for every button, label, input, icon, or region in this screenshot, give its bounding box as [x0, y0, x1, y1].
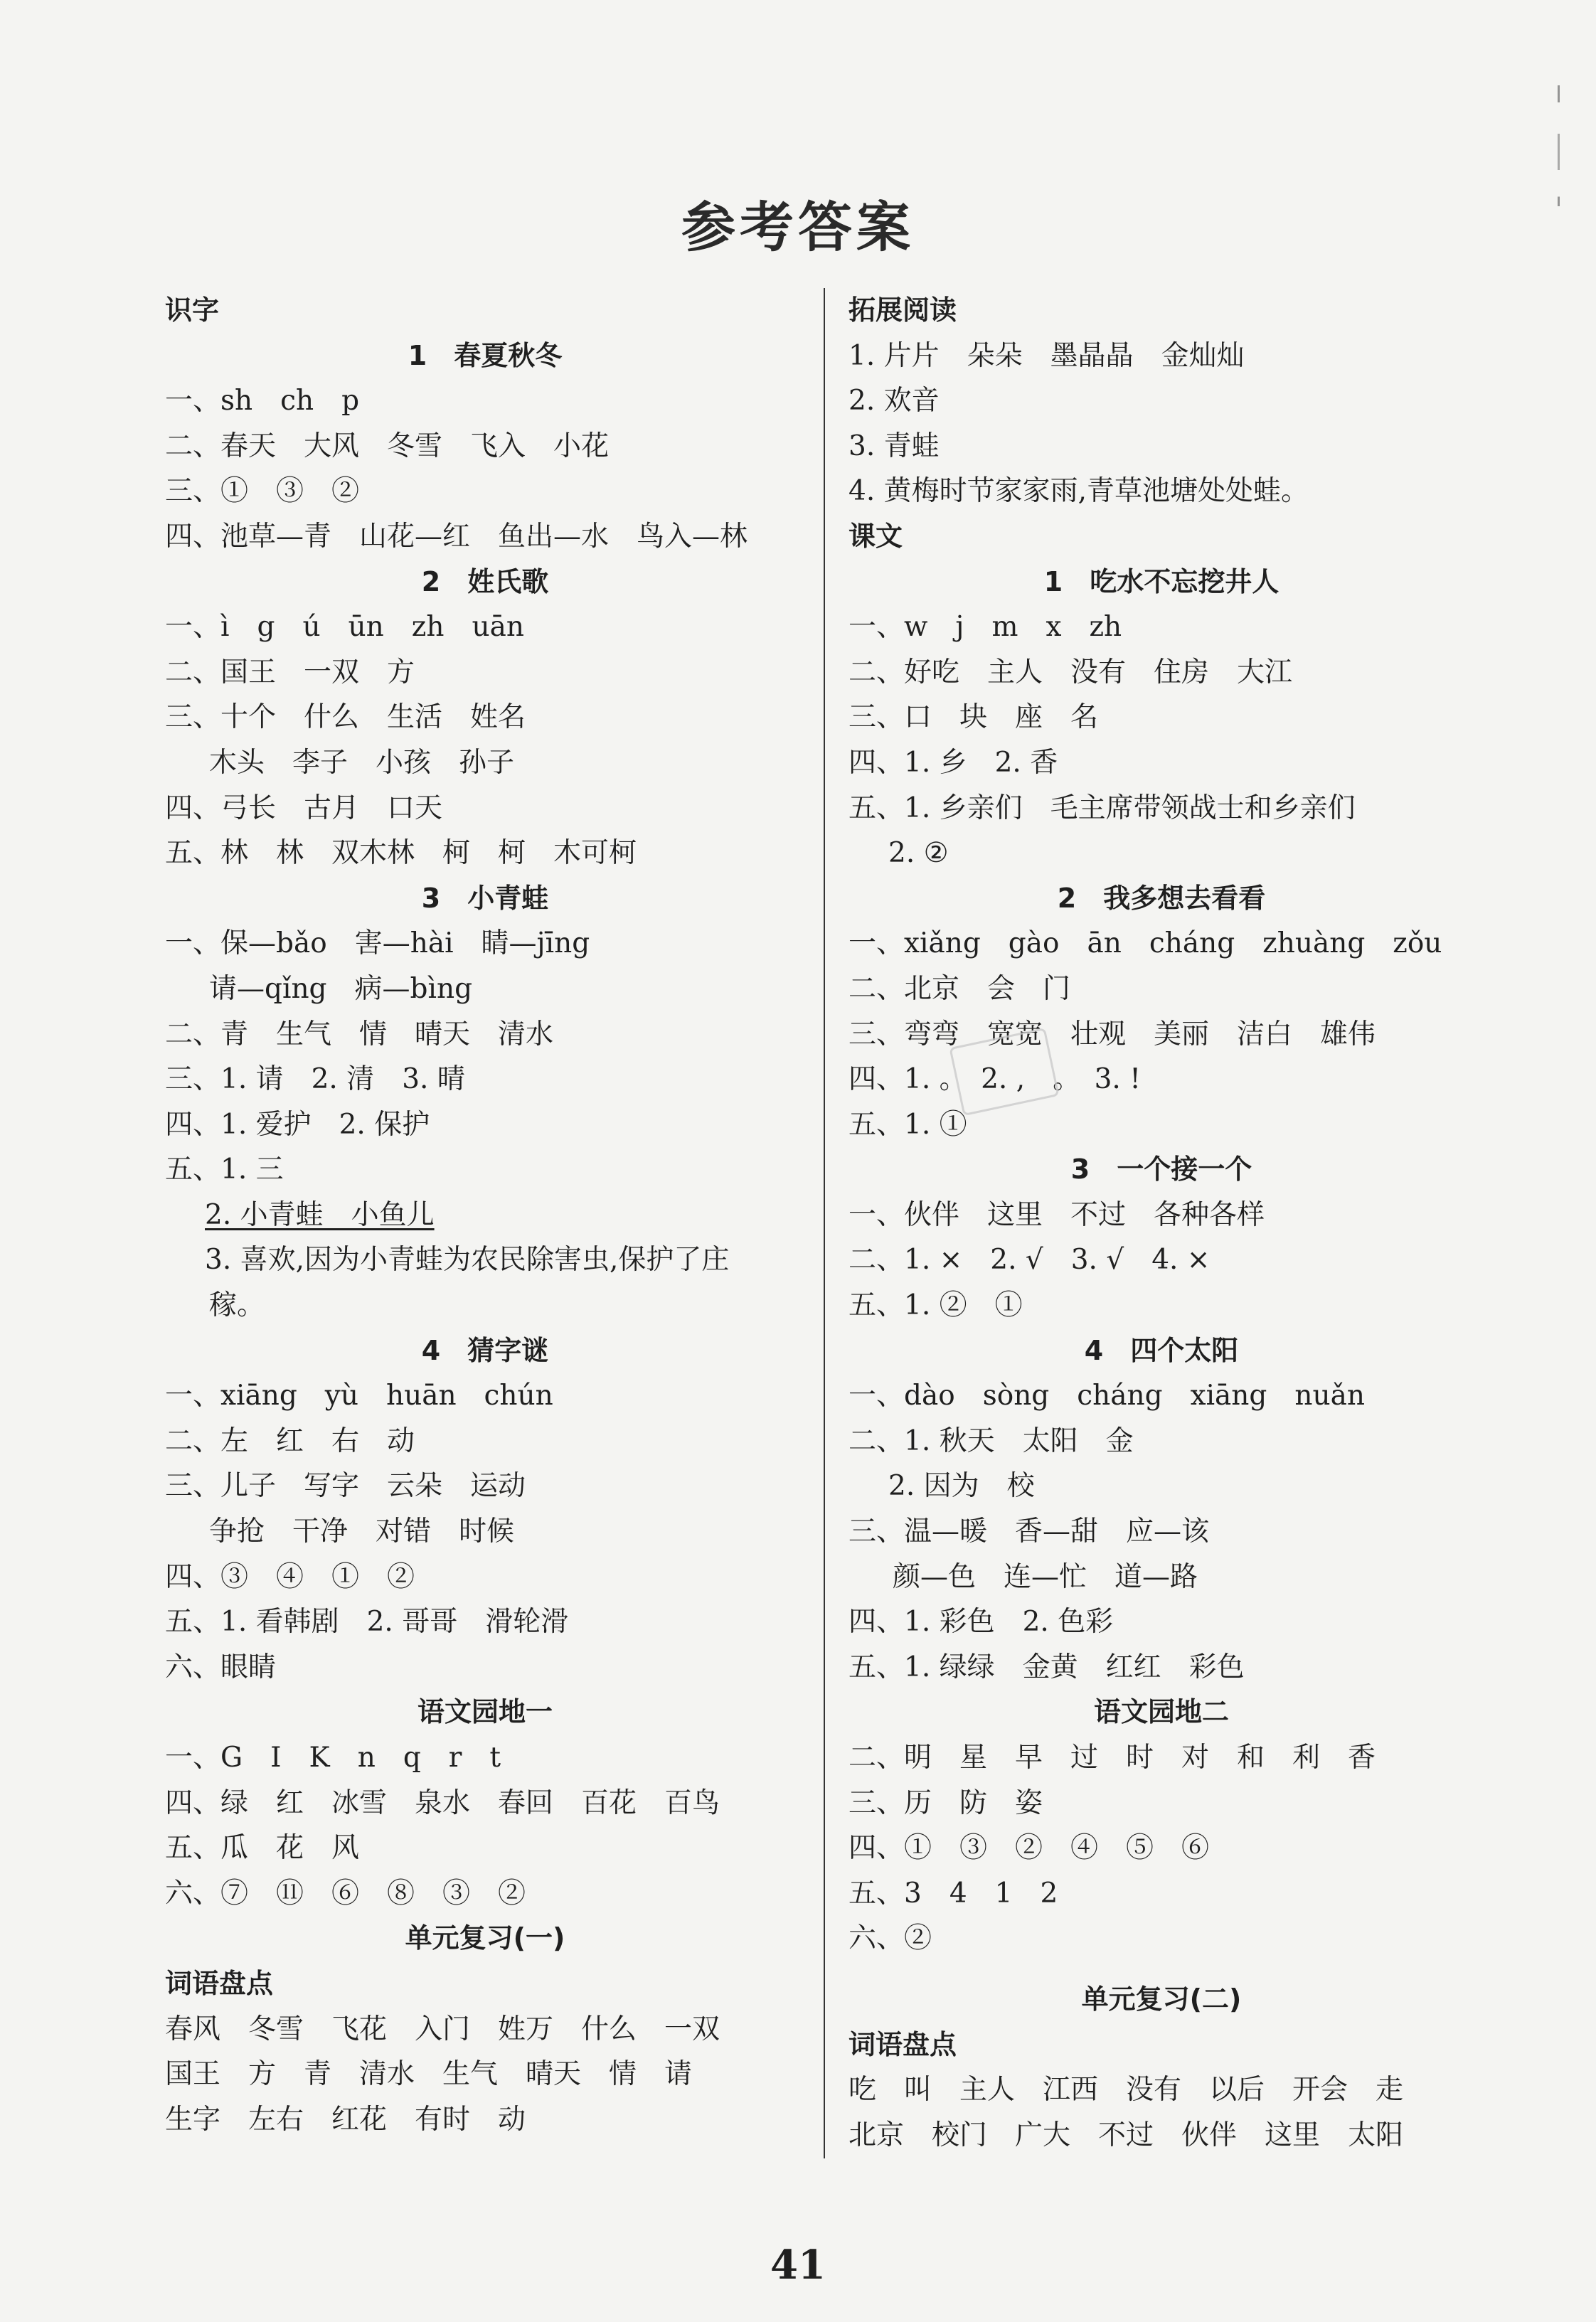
- answer-line: 三、儿子 写字 云朵 运动: [165, 1470, 526, 1503]
- lesson-title: 2 我多想去看看: [1057, 882, 1266, 914]
- lesson-title: 3 一个接一个: [1070, 1154, 1252, 1186]
- answer-line: 三、十个 什么 生活 姓名: [165, 701, 526, 734]
- answer-line: 五、1. ② ①: [848, 1289, 1023, 1322]
- lesson-title: 4 猜字谜: [421, 1334, 549, 1366]
- lesson-title: 1 吃水不忘挖井人: [1043, 565, 1280, 597]
- answer-line: 北京 校门 广大 不过 伙伴 这里 太阳: [848, 2119, 1404, 2151]
- answer-line: 颜—色 连—忙 道—路: [893, 1560, 1198, 1593]
- lesson-title: 单元复习(二): [1081, 1983, 1242, 2015]
- lesson-title: 4 四个太阳: [1084, 1334, 1239, 1366]
- answer-line: 一、G I K n q r t: [165, 1742, 501, 1774]
- answer-line: 二、春天 大风 冬雪 飞入 小花: [165, 430, 610, 462]
- answer-line: 一、xiāng yù huān chún: [165, 1380, 553, 1412]
- answer-line: 三、历 防 姿: [848, 1786, 1043, 1819]
- answer-line: 六、②: [848, 1922, 932, 1955]
- answer-line: 三、① ③ ②: [165, 475, 360, 508]
- answer-line: 五、林 林 双木林 柯 柯 木可柯: [165, 837, 637, 870]
- answer-line: 四、1. 。 2. , 。 3. !: [848, 1063, 1141, 1096]
- answer-line: 五、1. 看韩剧 2. 哥哥 滑轮滑: [165, 1606, 569, 1639]
- answer-line: 四、1. 彩色 2. 色彩: [848, 1606, 1114, 1639]
- section-heading: 课文: [848, 520, 903, 552]
- answer-line: 一、保—bǎo 害—hài 睛—jīng: [165, 927, 590, 960]
- answer-line: 五、瓜 花 风: [165, 1832, 360, 1865]
- answer-line: 一、伙伴 这里 不过 各种各样: [848, 1198, 1265, 1231]
- lesson-title: 1 春夏秋冬: [408, 339, 563, 371]
- section-heading: 识字: [165, 294, 220, 326]
- answer-line: 一、sh ch p: [165, 385, 360, 417]
- page-number: 41: [770, 2242, 826, 2289]
- answer-line: 六、⑦ ⑪ ⑥ ⑧ ③ ②: [165, 1877, 526, 1910]
- answer-line: 四、1. 乡 2. 香: [848, 746, 1058, 779]
- answer-line: 1. 片片 朵朵 墨晶晶 金灿灿: [848, 339, 1245, 372]
- answer-line: 三、1. 请 2. 清 3. 晴: [165, 1063, 465, 1096]
- scan-edge-mark: [1558, 85, 1560, 206]
- answer-line: 请—qǐng 病—bìng: [209, 972, 473, 1005]
- answer-line: 二、1. × 2. √ 3. √ 4. ×: [848, 1244, 1211, 1277]
- answer-line: 2. 因为 校: [888, 1470, 1035, 1503]
- section-heading: 词语盘点: [848, 2028, 957, 2060]
- answer-line: 4. 黄梅时节家家雨,青草池塘处处蛙。: [848, 475, 1309, 508]
- answer-line: 二、明 星 早 过 时 对 和 利 香: [848, 1742, 1376, 1774]
- answer-line: 五、1. 乡亲们 毛主席带领战士和乡亲们: [848, 792, 1356, 824]
- lesson-title: 2 姓氏歌: [421, 565, 549, 597]
- answer-line: 春风 冬雪 飞花 入门 姓万 什么 一双: [165, 2013, 720, 2045]
- lesson-title: 语文园地一: [417, 1696, 553, 1728]
- answer-line: 四、池草—青 山花—红 鱼出—水 鸟入—林: [165, 520, 748, 553]
- left-column: [165, 288, 805, 2142]
- answer-line: 2. ②: [888, 837, 949, 870]
- column-divider: [824, 288, 825, 2158]
- answer-line: 五、1. 绿绿 金黄 红红 彩色: [848, 1651, 1245, 1683]
- answer-line: 二、北京 会 门: [848, 972, 1071, 1005]
- page-title: 参考答案: [681, 196, 915, 259]
- answer-line: 一、xiǎng gào ān cháng zhuàng zǒu: [848, 927, 1442, 960]
- answer-line: 争抢 干净 对错 时候: [209, 1516, 515, 1548]
- answer-line: 吃 叫 主人 江西 没有 以后 开会 走: [848, 2074, 1404, 2107]
- lesson-title: 单元复习(一): [405, 1922, 565, 1954]
- answer-line: 六、眼睛: [165, 1651, 277, 1683]
- section-heading: 词语盘点: [165, 1967, 274, 1999]
- answer-line: 二、1. 秋天 太阳 金: [848, 1424, 1134, 1457]
- answer-line: 二、好吃 主人 没有 住房 大江: [848, 656, 1293, 688]
- answer-line: 2. 欢音: [848, 385, 940, 417]
- answer-line: 四、① ③ ② ④ ⑤ ⑥: [848, 1832, 1210, 1865]
- answer-line: 生字 左右 红花 有时 动: [165, 2103, 526, 2136]
- lesson-title: 3 小青蛙: [421, 882, 549, 914]
- answer-line: 2. 小青蛙 小鱼儿: [205, 1198, 435, 1231]
- answer-line: 五、3 4 1 2: [848, 1877, 1058, 1910]
- answer-line: 二、国王 一双 方: [165, 656, 415, 688]
- answer-line: 稼。: [209, 1289, 265, 1322]
- lesson-title: 语文园地二: [1093, 1696, 1229, 1728]
- answer-line: 三、弯弯 宽宽 壮观 美丽 洁白 雄伟: [848, 1018, 1376, 1050]
- answer-line: 四、③ ④ ① ②: [165, 1560, 415, 1593]
- answer-line: 国王 方 青 清水 生气 晴天 情 请: [165, 2058, 693, 2091]
- answer-line: 三、温—暖 香—甜 应—该: [848, 1516, 1210, 1548]
- answer-line: 二、青 生气 情 晴天 清水: [165, 1018, 554, 1050]
- answer-line: 三、口 块 座 名: [848, 701, 1099, 734]
- answer-line: 一、w j m x zh: [848, 611, 1122, 644]
- answer-line: 四、1. 爱护 2. 保护: [165, 1108, 430, 1141]
- answer-line: 五、1. ①: [848, 1108, 967, 1141]
- answer-line: 一、dào sòng cháng xiāng nuǎn: [848, 1380, 1365, 1412]
- right-column: [848, 288, 1474, 2158]
- answer-line: 3. 青蛙: [848, 430, 940, 462]
- answer-line: 四、弓长 古月 口天: [165, 792, 443, 824]
- section-heading: 拓展阅读: [848, 294, 957, 326]
- answer-line: 五、1. 三: [165, 1154, 284, 1186]
- answer-line: 四、绿 红 冰雪 泉水 春回 百花 百鸟: [165, 1786, 720, 1819]
- answer-line: 一、ì g ú ūn zh uān: [165, 611, 524, 644]
- answer-line: 二、左 红 右 动: [165, 1424, 415, 1457]
- answer-line: 木头 李子 小孩 孙子: [209, 746, 515, 779]
- answer-line: 3. 喜欢,因为小青蛙为农民除害虫,保护了庄: [205, 1244, 730, 1277]
